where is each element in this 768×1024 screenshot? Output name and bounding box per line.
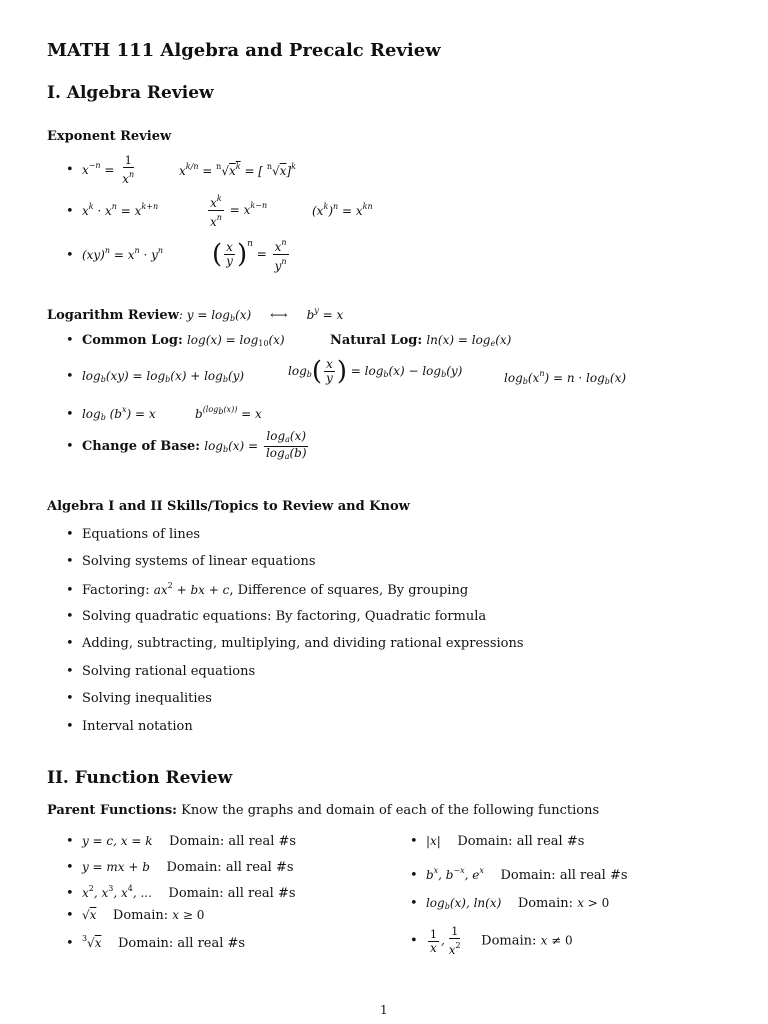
section-heading-functions: II. Function Review <box>47 768 233 788</box>
exponent-rule-quotient-power: ( $\frac{x}{y}$ )$^n$ = $\frac{x^n}{y^n}$ <box>212 238 287 273</box>
parent-fn-sqrt: • √x Domain: x ≥ 0 <box>66 908 205 923</box>
page-number: 1 <box>380 1003 388 1017</box>
parent-fn-constant: • y = c, x = k Domain: all real #s <box>66 834 297 849</box>
page-title: MATH 111 Algebra and Precalc Review <box>47 40 441 61</box>
exponent-rule-product-power: • $(xy)^n = x^n \cdot y^n$ <box>66 246 164 263</box>
list-item: • Solving inequalities <box>66 691 212 706</box>
change-of-base-label: Change of Base: <box>81 439 201 454</box>
log-product-rule: • $\log_b(xy) = \log_b(x) + \log_b(y)$ <box>66 369 245 384</box>
change-of-base-item: • Change of Base: $\log_b(x)$ = $\frac{\log_a(x)}{\log_a(b)}$ <box>66 429 307 461</box>
common-log-label: Common Log: <box>81 333 183 348</box>
log-quotient-rule: $\log_b$( $\frac{x}{y}$ ) = $\log_b(x) - \log_b(y)$ <box>288 356 463 387</box>
list-item: • Interval notation <box>66 719 193 734</box>
log-inverse-rules: • $\log_b (b^x) = x$ <box>66 405 156 422</box>
exponent-review-heading: Exponent Review <box>47 129 172 144</box>
log-heading-bold: Logarithm Review <box>47 308 179 323</box>
list-item: • Equations of lines <box>66 527 201 542</box>
algebra-skills-heading: Algebra I and II Skills/Topics to Review and Know <box>47 499 410 514</box>
list-item: • Solving quadratic equations: By factoring, Quadratic formula <box>66 609 487 624</box>
parent-fn-reciprocal: • $\frac{1}{x}$ , $\frac{1}{x^2}$ Domain: x ≠ 0 <box>410 925 573 957</box>
parent-fn-log: • $\log_b(x)$, ln(x) Domain: x > 0 <box>410 896 610 911</box>
parent-functions-intro: Parent Functions: Know the graphs and domain of each of the following functions <box>47 803 600 818</box>
exponent-rule-quotient: $\frac{x^k}{x^n}$ = $x^{k-n}$ <box>210 194 268 229</box>
list-item: • Solving rational equations <box>66 664 256 679</box>
log-review-heading: Logarithm Review: $y = \log_b(x)$ ⟷ $b^y = x$ <box>47 306 344 323</box>
exponent-rule-fractional: $x^{k/n} = ^n√x^k$ = [ $^n$√x]$^k$ <box>179 162 296 178</box>
natural-log-item: Natural Log: $\ln(x) = \log_e(x)$ <box>330 333 512 348</box>
list-item: • Adding, subtracting, multiplying, and dividing rational expressions <box>66 636 524 651</box>
exponent-rule-product: • $x^k \cdot x^n = x^{k+n}$ <box>66 202 159 219</box>
common-log-item: • Common Log: $\log(x) = \log_{10}(x)$ <box>66 333 285 348</box>
exponent-rule-power: $(x^k)^n = x^{kn}$ <box>312 202 373 218</box>
natural-log-label: Natural Log: <box>330 333 423 348</box>
parent-fn-abs: • |x| Domain: all real #s <box>410 834 585 849</box>
section-heading-algebra: I. Algebra Review <box>47 83 214 103</box>
list-item: • Solving systems of linear equations <box>66 554 316 569</box>
parent-fn-powers: • $x^2$, $x^3$, $x^4$, ... Domain: all real #s <box>66 884 296 901</box>
exponent-rule-negative: • $x^{-n}$ = $\frac{1}{x^n}$ <box>66 154 135 186</box>
parent-fn-cbrt: • $^3$√x Domain: all real #s <box>66 934 246 951</box>
parent-fn-linear: • y = mx + b Domain: all real #s <box>66 860 294 875</box>
list-item: • Factoring: $ax^2$ + bx + c, Difference of squares, By grouping <box>66 581 469 598</box>
log-power-rule: $\log_b(x^n) = n \cdot \log_b(x)$ <box>504 369 627 386</box>
parent-fn-exponential: • $b^x$, $b^{-x}$, $e^x$ Domain: all real #s <box>410 866 628 883</box>
exp-log-inverse: $b^{(log_b(x))} = x$ <box>195 405 262 421</box>
